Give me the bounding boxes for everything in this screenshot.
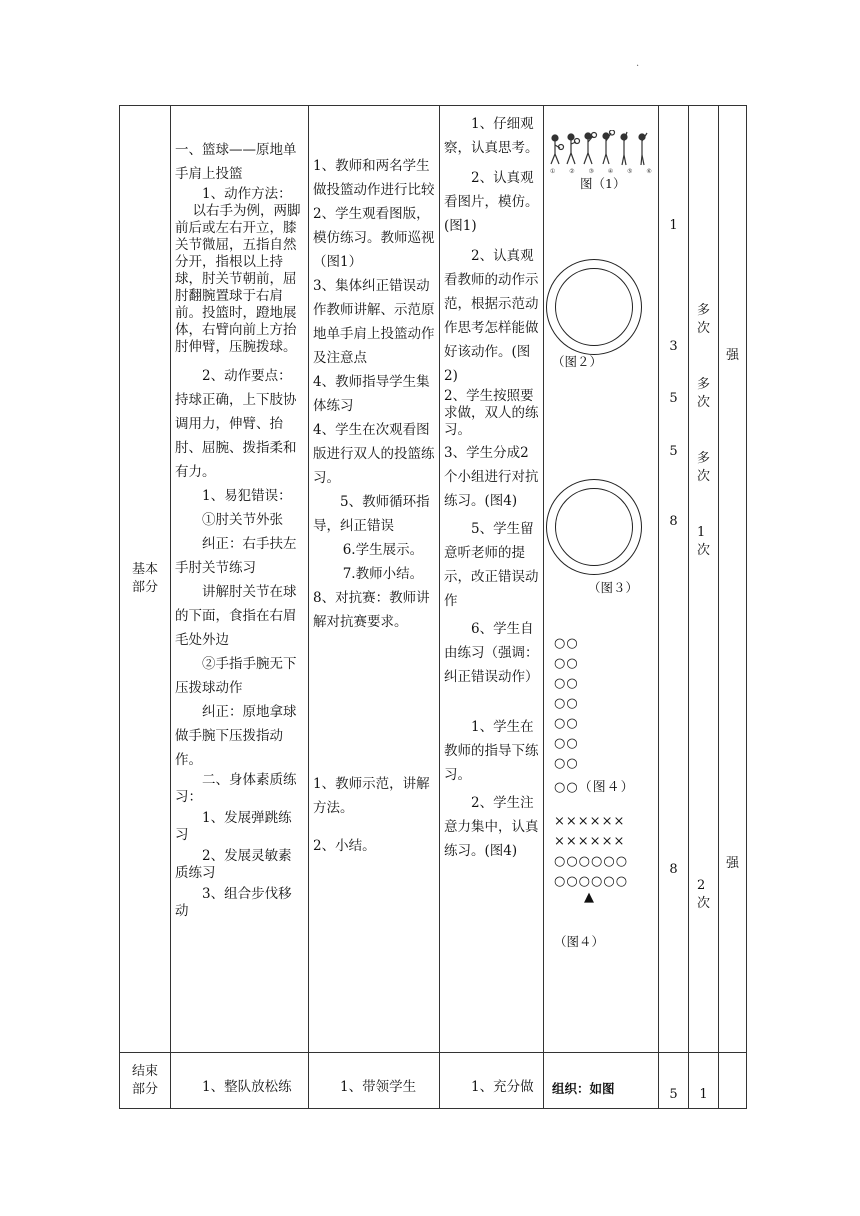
student-line: 3、学生分成2个小组进行对抗练习。(图4) (444, 445, 539, 509)
player-figure-3 (584, 133, 597, 165)
figure-2-caption: （图２） (552, 354, 603, 369)
player-figure-4 (603, 130, 615, 164)
content-line: 1、易犯错误： (202, 488, 292, 504)
player-figure-1 (551, 135, 564, 164)
figure-1-caption: 图（1） (580, 176, 626, 191)
student-line: 6、学生自由练习（强调：纠正错误动作） (444, 621, 539, 685)
student-line: 2、学生按照要求做，双人的练习。 (444, 388, 539, 438)
times-value: 2次 (697, 878, 711, 911)
content-line: 2、发展灵敏素质练习 (175, 848, 292, 881)
content-line: ①肘关节外张 (202, 512, 283, 528)
teacher-marker-triangle: ▲ (584, 890, 594, 905)
content-line: 纠正：右手扶左手肘关节练习 (175, 536, 297, 576)
ending-org-cell (544, 1053, 659, 1109)
page-mark: . (636, 58, 640, 69)
intensity-cell (719, 106, 747, 1053)
time-value: 8 (669, 862, 678, 877)
player-figure-5 (621, 132, 627, 165)
formation-pair: ○○ (554, 696, 579, 711)
court-circle-inner (555, 488, 633, 566)
content-line: 讲解肘关节在球的下面，食指在右眉毛处外边 (175, 584, 297, 648)
content-cell (171, 106, 309, 1053)
content-heading: 一、篮球——原地单手肩上投篮 (175, 142, 297, 182)
ending-time: 5 (669, 1087, 678, 1102)
ending-times: 1 (699, 1087, 708, 1102)
teacher-line: 6.学生展示。 (342, 542, 424, 558)
ending-teacher-cell (309, 1053, 440, 1109)
time-value: 1 (669, 218, 678, 233)
content-line: 3、组合步伐移动 (175, 886, 292, 919)
ending-time-cell (659, 1053, 689, 1109)
student-line: 2、认真观看教师的动作示范，根据示范动作思考怎样能做好该动作。(图2) (444, 248, 539, 384)
content-line: 以右手为例，两脚前后或左右开立，膝关节微屈，五指自然分开，指根以上持球，肘关节朝前，屈肘翻腕置球于右肩前。投篮时，蹬地展体，右臂向前上方抬肘伸臂，压腕拨球。 (175, 203, 301, 355)
time-cell (659, 106, 689, 1053)
ending-organization: 组织：如图 (552, 1081, 615, 1096)
formation-x-row: ×××××× (554, 834, 626, 849)
ending-intensity-cell (719, 1053, 747, 1109)
ending-content-cell (171, 1053, 309, 1109)
formation-o-row: ○○○○○○ (554, 874, 629, 889)
intensity-value: 强 (725, 856, 739, 871)
times-cell (689, 106, 719, 1053)
formation-pair: ○○ (554, 636, 579, 651)
teacher-cell (309, 106, 440, 1053)
ending-student-cell (440, 1053, 544, 1109)
student-line: 1、仔细观察，认真思考。 (444, 116, 539, 156)
formation-pair: ○○ (554, 736, 579, 751)
section-label-basic: 基本部分 (120, 106, 171, 1053)
teacher-line: 2、小结。 (313, 838, 376, 854)
teacher-line: 2、学生观看图版，模仿练习。教师巡视（图1） (313, 206, 435, 270)
times-value: 多次 (697, 451, 711, 484)
lesson-plan-table (119, 105, 747, 1109)
ending-student: 1、充分做 (471, 1079, 534, 1095)
teacher-line: 1、教师示范，讲解方法。 (313, 776, 430, 816)
student-line: 1、学生在教师的指导下练习。 (444, 719, 539, 783)
content-line: 二、身体素质练习： (175, 772, 297, 805)
student-cell (440, 106, 544, 1053)
figure-4-caption: （图４） (554, 934, 605, 949)
student-line: 5、学生留意听老师的提示，改正错误动作 (444, 521, 539, 609)
figure-4-caption: ○○（图４） (554, 780, 635, 795)
formation-pair: ○○ (554, 676, 579, 691)
teacher-line: 4、教师指导学生集体练习 (313, 374, 430, 414)
formation-pair: ○○ (554, 756, 579, 771)
content-line: 2、动作要点：持球正确，上下肢协调用力，伸臂、抬肘、屈腕、拨指柔和有力。 (175, 368, 297, 480)
figure-3-caption: （图３） (588, 580, 639, 595)
player-figure-6 (639, 133, 647, 165)
formation-pair: ○○ (554, 716, 579, 731)
student-line: 2、认真观看图片，模仿。(图1) (444, 170, 539, 234)
ending-times-cell (689, 1053, 719, 1109)
content-line: 纠正：原地拿球做手腕下压拨指动作。 (175, 704, 297, 768)
content-line: ②手指手腕无下压拨球动作 (175, 656, 297, 696)
time-value: 5 (669, 391, 678, 406)
section-label-ending: 结束部分 (120, 1053, 171, 1109)
organization-cell (544, 106, 659, 1053)
formation-pair: ○○ (554, 656, 579, 671)
shooting-sequence-figure (548, 130, 658, 174)
content-line: 1、动作方法： (202, 186, 292, 202)
teacher-line: 5、教师循环指导，纠正错误 (313, 494, 430, 534)
times-value: 多次 (697, 377, 711, 410)
figure-stage-numbers: ① ② ③ ④ ⑤ ⑥ (550, 168, 658, 174)
content-line: 1、发展弹跳练习 (175, 810, 292, 843)
teacher-line: 7.教师小结。 (342, 566, 424, 582)
ending-content: 1、整队放松练 (202, 1079, 292, 1095)
formation-x-row: ×××××× (554, 814, 626, 829)
teacher-line: 1、教师和两名学生做投篮动作进行比较 (313, 158, 435, 198)
times-value: 1次 (697, 525, 711, 558)
teacher-line: 4、学生在次观看图版进行双人的投篮练习。 (313, 422, 435, 486)
court-circle-inner (555, 268, 633, 346)
player-figure-2 (567, 134, 580, 164)
teacher-line: 8、对抗赛：教师讲解对抗赛要求。 (313, 590, 430, 630)
time-value: 5 (669, 444, 678, 459)
times-value: 多次 (697, 303, 711, 336)
intensity-value: 强 (725, 348, 739, 363)
teacher-line: 3、集体纠正错误动作教师讲解、示范原地单手肩上投篮动作及注意点 (313, 278, 435, 366)
formation-o-row: ○○○○○○ (554, 854, 629, 869)
time-value: 3 (669, 339, 678, 354)
ending-teacher: 1、带领学生 (340, 1079, 417, 1095)
time-value: 8 (669, 514, 678, 529)
student-line: 2、学生注意力集中，认真练习。(图4) (444, 795, 539, 859)
